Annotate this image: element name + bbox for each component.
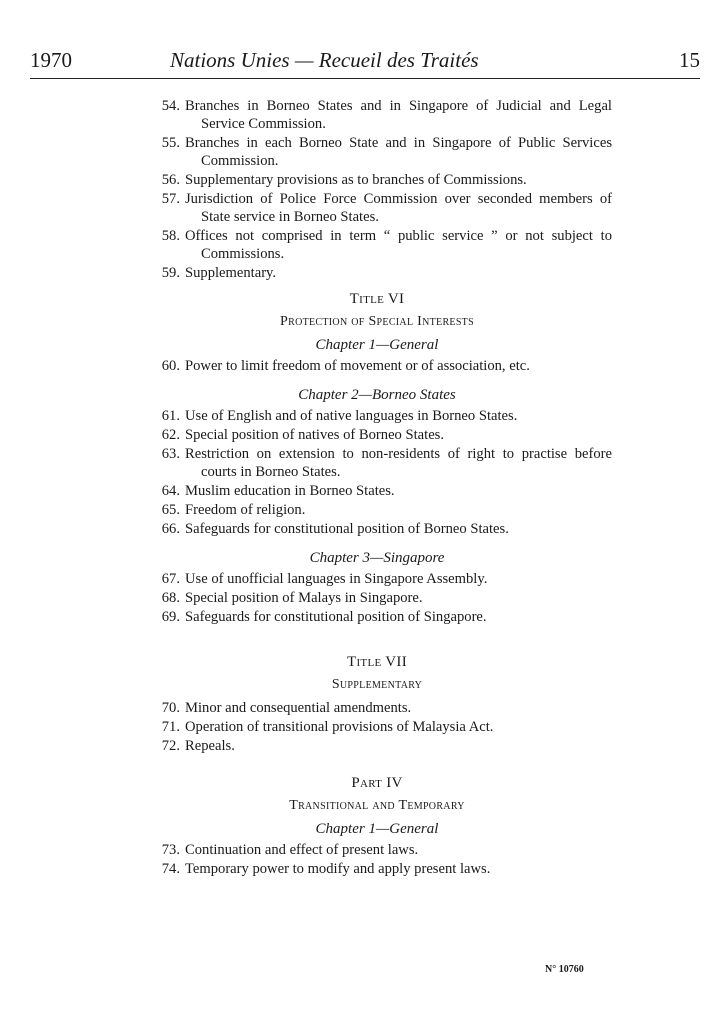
- list-item: [142, 134, 612, 170]
- item-text: Branches in Borneo States and in Singapore of Judicial and Legal Service Commission.: [185, 98, 612, 132]
- item-number: 54.: [161, 98, 180, 114]
- list-item: [142, 841, 612, 859]
- header-year: 1970: [30, 48, 72, 72]
- page-header: [30, 46, 700, 76]
- item-text: Supplementary provisions as to branches of Commissions.: [185, 172, 527, 188]
- item-number: 66.: [161, 521, 180, 537]
- item-number: 69.: [161, 609, 180, 625]
- list-item: [142, 171, 612, 189]
- item-text: Operation of transitional provisions of Malaysia Act.: [185, 719, 494, 735]
- item-text: Safeguards for constitutional position of Singapore.: [185, 609, 487, 625]
- title-vi-subtitle: Protection of Special Interests: [280, 314, 474, 329]
- list-section-d: [142, 570, 612, 626]
- list-item: [142, 482, 612, 500]
- item-text: Minor and consequential amendments.: [185, 700, 412, 716]
- chapter-3-singapore-heading: Chapter 3—Singapore: [309, 550, 445, 566]
- list-item: [142, 718, 612, 736]
- item-number: 73.: [161, 842, 180, 858]
- item-number: 58.: [161, 228, 180, 244]
- part-iv-heading: Part IV: [351, 775, 403, 791]
- list-item: [142, 97, 612, 133]
- item-number: 55.: [161, 135, 180, 151]
- chapter-1-general-heading: Chapter 1—General: [315, 337, 439, 353]
- item-number: 59.: [161, 265, 180, 281]
- header-title: Nations Unies — Recueil des Traités: [170, 48, 479, 72]
- list-item: [142, 860, 612, 878]
- list-item: [142, 407, 612, 425]
- item-text: Special position of natives of Borneo States.: [185, 427, 444, 443]
- item-number: 68.: [161, 590, 180, 606]
- item-text: Offices not comprised in term “ public service ” or not subject to Commissions.: [185, 228, 612, 262]
- item-text: Freedom of religion.: [185, 502, 306, 518]
- item-number: 60.: [161, 358, 180, 374]
- list-item: [142, 570, 612, 588]
- document-body: [142, 97, 612, 879]
- item-text: Restriction on extension to non-residents of right to practise before courts in Borneo States.: [185, 446, 612, 480]
- item-number: 56.: [161, 172, 180, 188]
- item-text: Temporary power to modify and apply present laws.: [185, 861, 491, 877]
- item-text: Use of English and of native languages in Borneo States.: [185, 408, 518, 424]
- list-section-f: [142, 841, 612, 878]
- item-number: 62.: [161, 427, 180, 443]
- item-text: Special position of Malays in Singapore.: [185, 590, 423, 606]
- header-rule: [30, 78, 700, 79]
- document-number: N° 10760: [545, 964, 584, 975]
- part-iv-subtitle: Transitional and Temporary: [289, 798, 465, 813]
- item-text: Repeals.: [185, 738, 235, 754]
- item-text: Branches in each Borneo State and in Singapore of Public Services Commission.: [185, 135, 612, 169]
- list-section-a: [142, 97, 612, 282]
- item-text: Continuation and effect of present laws.: [185, 842, 419, 858]
- title-vii-subtitle: Supplementary: [331, 677, 423, 692]
- list-item: [142, 426, 612, 444]
- list-item: [142, 589, 612, 607]
- item-number: 64.: [161, 483, 180, 499]
- item-number: 71.: [161, 719, 180, 735]
- item-number: 57.: [161, 191, 180, 207]
- list-item: [142, 227, 612, 263]
- list-item: [142, 737, 612, 755]
- title-vi-heading: Title VI: [349, 291, 405, 307]
- list-section-b: [142, 357, 612, 375]
- part-iv-chapter-1-heading: Chapter 1—General: [315, 821, 439, 837]
- item-text: Muslim education in Borneo States.: [185, 483, 395, 499]
- item-number: 61.: [161, 408, 180, 424]
- list-item: [142, 608, 612, 626]
- item-number: 63.: [161, 446, 180, 462]
- list-item: [142, 699, 612, 717]
- list-item: [142, 445, 612, 481]
- list-section-e: [142, 699, 612, 755]
- item-number: 72.: [161, 738, 180, 754]
- list-item: [142, 501, 612, 519]
- item-number: 65.: [161, 502, 180, 518]
- item-number: 74.: [161, 861, 180, 877]
- list-section-c: [142, 407, 612, 538]
- item-number: 67.: [161, 571, 180, 587]
- item-text: Power to limit freedom of movement or of association, etc.: [185, 358, 530, 374]
- item-text: Supplementary.: [185, 265, 277, 281]
- header-page-number: 15: [679, 48, 700, 72]
- list-item: [142, 357, 612, 375]
- list-item: [142, 520, 612, 538]
- chapter-2-borneo-heading: Chapter 2—Borneo States: [298, 387, 456, 403]
- list-item: [142, 190, 612, 226]
- item-number: 70.: [161, 700, 180, 716]
- list-item: [142, 264, 612, 282]
- item-text: Jurisdiction of Police Force Commission over seconded members of State service in Borneo States.: [185, 191, 612, 225]
- title-vii-heading: Title VII: [347, 654, 407, 670]
- item-text: Safeguards for constitutional position of Borneo States.: [185, 521, 509, 537]
- item-text: Use of unofficial languages in Singapore Assembly.: [185, 571, 488, 587]
